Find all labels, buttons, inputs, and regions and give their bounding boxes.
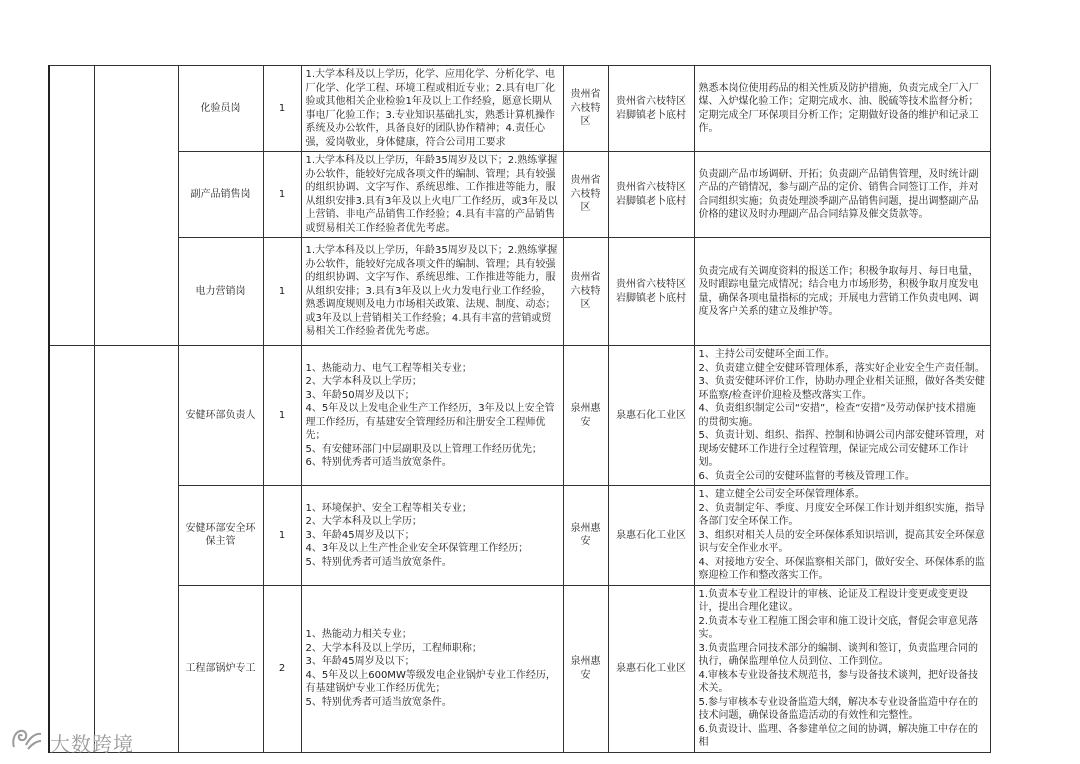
table-row (49, 486, 990, 586)
table-row (49, 346, 990, 486)
duties-cell (694, 238, 990, 346)
requirements-cell (301, 66, 563, 152)
address-cell: 泉惠石化工业区 (608, 486, 694, 586)
requirements-text: 1.大学本科及以上学历，年龄35周岁及以下；2.熟练掌握办公软件，能较好完成各项文件的编制、管理；具有较强的组织协调、文字写作、系统思维、工作推进等能力，服从组织安排3.具有3年及以上火电厂工作经历，或3年及以上营销、非电产品销售工作经验；4.具有丰富的产品销售或贸易相关工作经验者优先考虑。 (305, 155, 558, 234)
position-cell: 化验员岗 (178, 66, 263, 152)
duties-cell (694, 585, 990, 752)
headcount-cell: 2 (263, 585, 301, 752)
position-cell: 安健环部负责人 (178, 346, 263, 486)
address-cell: 贵州省六枝特区岩脚镇老卜底村 (608, 152, 694, 238)
headcount-cell: 1 (263, 152, 301, 238)
position-cell: 电力营销岗 (178, 238, 263, 346)
department-cell-a (94, 66, 178, 346)
headcount-cell: 1 (263, 346, 301, 486)
duties-text: 1.负责本专业工程设计的审核、论证及工程设计变更或变更设计，提出合理化建议。 2.负责本专业工程施工图会审和施工设计交底，督促会审意见落实。 3.负责监理合同技术部分的编制、谈判和签订，负责监理合同的执行，确保监理单位人员到位、工作到位。 4.审核本专业设备技术规范书，参与设备技术谈判，把好设备技术关。 5.参与审核本专业设备监造大纲，解决本专业设备监造中存在的技术问题，确保设备监造活动的有效性和完整性。 6.负责设计、监理、各参建单位之间的协调，解决施工中存在的相 (698, 588, 979, 748)
duties-cell (694, 66, 990, 152)
duties-text: 1、主持公司安健环全面工作。 2、负责建立健全安健环管理体系，落实好企业安全生产责任制。 3、负责安健环评价工作，协助办理企业相关证照，做好各类安健环监察/检查评价迎检及整改落实工作。 4、负责组织制定公司“安措”，检查“安措”及劳动保护技术措施的贯彻实施。 5、负责计划、组织、指挥、控制和协调公司内部安健环管理，对现场安健环工作进行全过程管理，保证完成公司安健环工作计划。 6、负责全公司的安健环监督的考核及管理工作。 (698, 349, 985, 482)
address-cell: 泉惠石化工业区 (608, 585, 694, 752)
location-cell: 泉州惠安 (563, 346, 608, 486)
logo-icon (10, 727, 44, 757)
requirements-cell (301, 486, 563, 586)
requirements-text: 1、热能动力、电气工程等相关专业； 2、大学本科及以上学历； 3、年龄50周岁及以下； 4、5年及以上发电企业生产工作经历，3年及以上安全管理工作经历，有基建安全管理经历和注册安全工程师优先； 5、有安健环部门中层副职及以上管理工作经历优先； 6、特别优秀者可适当放宽条件。 (305, 362, 555, 468)
headcount-cell: 1 (263, 486, 301, 586)
location-cell: 泉州惠安 (563, 585, 608, 752)
requirements-text: 1.大学本科及以上学历，化学、应用化学、分析化学、电厂化学、化学工程、环境工程或相近专业；2.具有电厂化验或其他相关企业检验1年及以上工作经验，愿意长期从事电厂化验工作；3.专业知识基础扎实，熟悉计算机操作系统及办公软件，具备良好的团队协作精神；4.责任心强，爱岗敬业，身体健康，符合公司用工要求 (305, 69, 556, 148)
location-cell: 贵州省六枝特区 (563, 66, 608, 152)
duties-cell (694, 486, 990, 586)
position-cell: 安健环部安全环保主管 (178, 486, 263, 586)
table-row (49, 66, 990, 152)
address-cell: 贵州省六枝特区岩脚镇老卜底村 (608, 66, 694, 152)
address-cell: 贵州省六枝特区岩脚镇老卜底村 (608, 238, 694, 346)
location-cell: 贵州省六枝特区 (563, 152, 608, 238)
recruitment-table (48, 65, 991, 753)
position-cell: 副产品销售岗 (178, 152, 263, 238)
requirements-text: 1、环境保护、安全工程等相关专业； 2、大学本科及以上学历； 3、年龄45周岁及以下； 4、3年及以上生产性企业安全环保管理工作经历； 5、特别优秀者可适当放宽条件。 (305, 502, 529, 568)
requirements-cell (301, 585, 563, 752)
location-cell: 泉州惠安 (563, 486, 608, 586)
duties-cell (694, 346, 990, 486)
requirements-cell (301, 238, 563, 346)
table-row (49, 585, 990, 752)
position-cell: 工程部锅炉专工 (178, 585, 263, 752)
table-row (49, 152, 990, 238)
table-row (49, 238, 990, 346)
department-cell-b (94, 346, 178, 753)
headcount-cell: 1 (263, 66, 301, 152)
address-cell: 泉惠石化工业区 (608, 346, 694, 486)
group-cell-a (49, 66, 94, 346)
requirements-text: 1、热能动力相关专业； 2、大学本科及以上学历，工程师职称； 3、年龄45周岁及以下； 4、5年及以上600MW等级发电企业锅炉专业工作经历，有基建锅炉专业工作经历优先； 5、特别优秀者可适当放宽条件。 (305, 629, 556, 708)
duties-text: 负责完成有关调度资料的报送工作；积极争取每月、每日电量，及时跟踪电量完成情况；结合电力市场形势，积极争取月度发电量，确保各项电量指标的完成；开展电力营销工作负责电网、调度及客户关系的建立及维护等。 (698, 265, 979, 317)
requirements-cell (301, 152, 563, 238)
headcount-cell: 1 (263, 238, 301, 346)
duties-text: 1、建立健全公司安全环保管理体系。 2、负责制定年、季度、月度安全环保工作计划并组织实施，指导各部门安全环保工作。 3、组织对相关人员的安全环保体系知识培训，提高其安全环保意识与安全作业水平。 4、对接地方安全、环保监察相关部门，做好安全、环保体系的监察迎检工作和整改落实工作。 (698, 489, 985, 581)
duties-text: 熟悉本岗位使用药品的相关性质及防护措施，负责完成全厂入厂煤、入炉煤化验工作；定期完成水、油、脱硫等技术监督分析；定期完成全厂环保项目分析工作；定期做好设备的维护和记录工作。 (698, 82, 979, 134)
watermark-text: 大数跨境 (50, 731, 134, 756)
duties-text: 负责副产品市场调研、开拓；负责副产品销售管理，及时统计副产品的产销情况，参与副产品的定价、销售合同签订工作，并对合同组织实施；负责处理淡季副产品销售问题，提出调整副产品价格的建议及时办理副产品合同结算及催交货款等。 (698, 168, 979, 220)
requirements-text: 1.大学本科及以上学历，年龄35周岁及以下；2.熟练掌握办公软件，能较好完成各项文件的编制、管理；具有较强的组织协调、文字写作、系统思维、工作推进等能力，服从组织安排；3.具有3年及以上火力发电行业工作经验，熟悉调度规则及电力市场相关政策、法规、制度、动态；或3年及以上营销相关工作经验；4.具有丰富的营销或贸易相关工作经验者优先考虑。 (305, 245, 558, 338)
watermark (10, 728, 134, 756)
location-cell: 贵州省六枝特区 (563, 238, 608, 346)
duties-cell (694, 152, 990, 238)
group-cell-b (49, 346, 94, 753)
requirements-cell (301, 346, 563, 486)
